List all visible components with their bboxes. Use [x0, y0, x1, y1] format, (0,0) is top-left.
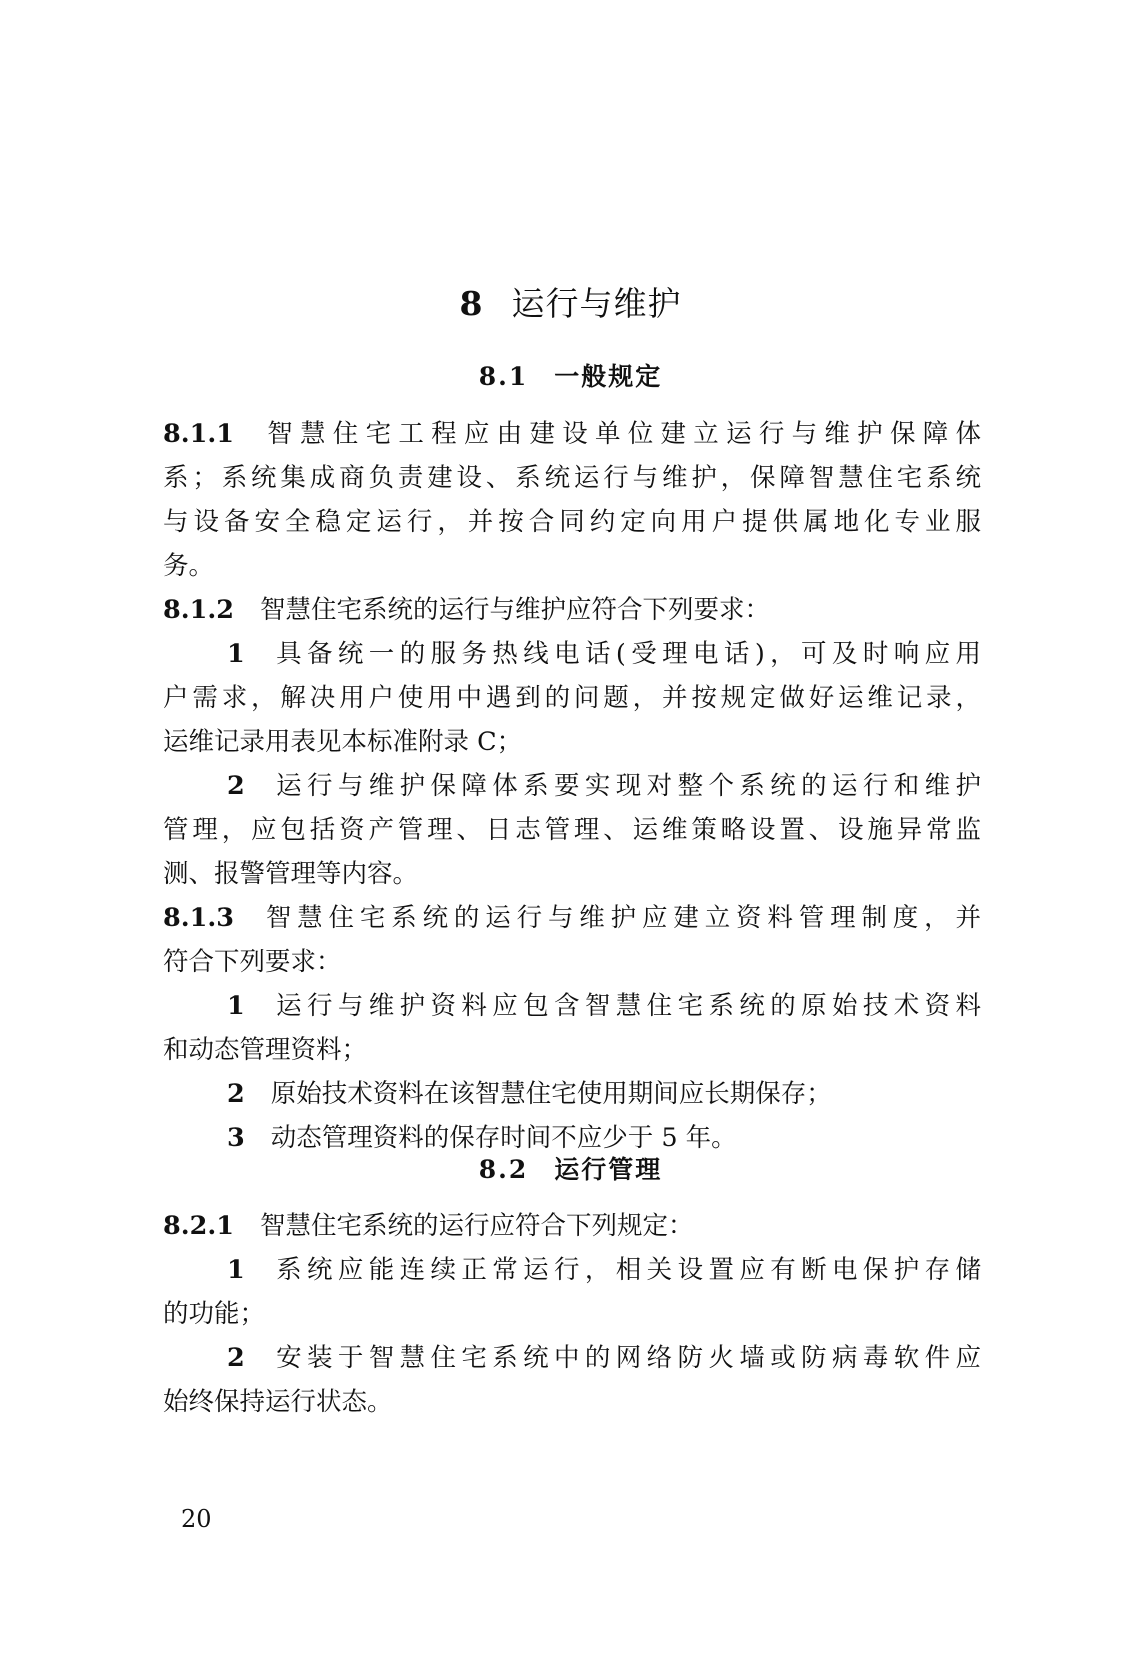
item-number: 1 — [227, 1255, 245, 1285]
item-text: 运行与维护资料应包含智慧住宅系统的原始技术资料 — [270, 991, 981, 1021]
clause-line — [163, 896, 981, 940]
section-number: 8.2 — [478, 1155, 529, 1184]
clause-text: 智慧住宅系统的运行应符合下列规定： — [259, 1211, 694, 1241]
item-line: 测、报警管理等内容。 — [163, 859, 419, 889]
chapter-title — [0, 278, 1141, 325]
clause-text: 智慧住宅工程应由建设单位建立运行与维护保障体 — [259, 419, 981, 449]
section-title-8-2 — [0, 1150, 1141, 1186]
clause-line — [163, 412, 981, 456]
clause-text: 智慧住宅系统的运行与维护应符合下列要求： — [259, 595, 770, 625]
clause-text: 智慧住宅系统的运行与维护应建立资料管理制度，并 — [259, 903, 981, 933]
clause-line — [163, 588, 981, 632]
item-line: 始终保持运行状态。 — [163, 1387, 393, 1417]
item-line — [163, 1248, 981, 1292]
item-line — [163, 984, 981, 1028]
item-line — [163, 632, 981, 676]
section-title-text: 运行管理 — [554, 1155, 663, 1184]
clause-line: 符合下列要求： — [163, 947, 342, 977]
item-text: 原始技术资料在该智慧住宅使用期间应长期保存； — [270, 1079, 832, 1109]
item-text: 运行与维护保障体系要实现对整个系统的运行和维护 — [270, 771, 981, 801]
item-number: 2 — [227, 771, 245, 801]
section-8-2-body — [163, 1204, 981, 1424]
section-8-1-body — [163, 412, 981, 1160]
clause-line: 与设备安全稳定运行，并按合同约定向用户提供属地化专业服 — [163, 507, 981, 537]
item-number: 1 — [227, 991, 245, 1021]
item-line: 和动态管理资料； — [163, 1035, 368, 1065]
clause-number: 8.2.1 — [163, 1211, 234, 1241]
item-number: 1 — [227, 639, 245, 669]
item-number: 2 — [227, 1343, 245, 1373]
item-line — [163, 1336, 981, 1380]
item-number: 3 — [227, 1123, 245, 1153]
clause-number: 8.1.2 — [163, 595, 234, 625]
clause-line: 系；系统集成商负责建设、系统运行与维护，保障智慧住宅系统 — [163, 463, 981, 493]
section-title-text: 一般规定 — [554, 362, 663, 391]
section-number: 8.1 — [478, 362, 529, 391]
clause-number: 8.1.3 — [163, 903, 234, 933]
item-text: 动态管理资料的保存时间不应少于 5 年。 — [270, 1123, 737, 1153]
item-text: 具备统一的服务热线电话(受理电话)，可及时响应用 — [270, 639, 981, 669]
item-text: 系统应能连续正常运行，相关设置应有断电保护存储 — [270, 1255, 981, 1285]
clause-number: 8.1.1 — [163, 419, 234, 449]
item-line: 的功能； — [163, 1299, 266, 1329]
item-text: 安装于智慧住宅系统中的网络防火墙或防病毒软件应 — [270, 1343, 981, 1373]
chapter-number: 8 — [459, 284, 484, 323]
item-line: 运维记录用表见本标准附录 C； — [163, 727, 523, 757]
clause-line: 务。 — [163, 551, 215, 581]
page-number: 20 — [181, 1505, 212, 1533]
chapter-title-text: 运行与维护 — [511, 284, 682, 323]
clause-line — [163, 1204, 981, 1248]
section-title-8-1 — [0, 357, 1141, 393]
item-number: 2 — [227, 1079, 245, 1109]
item-line — [163, 764, 981, 808]
item-line: 管理，应包括资产管理、日志管理、运维策略设置、设施异常监 — [163, 815, 981, 845]
item-line — [163, 1072, 981, 1116]
item-line: 户需求，解决用户使用中遇到的问题，并按规定做好运维记录， — [163, 683, 981, 713]
